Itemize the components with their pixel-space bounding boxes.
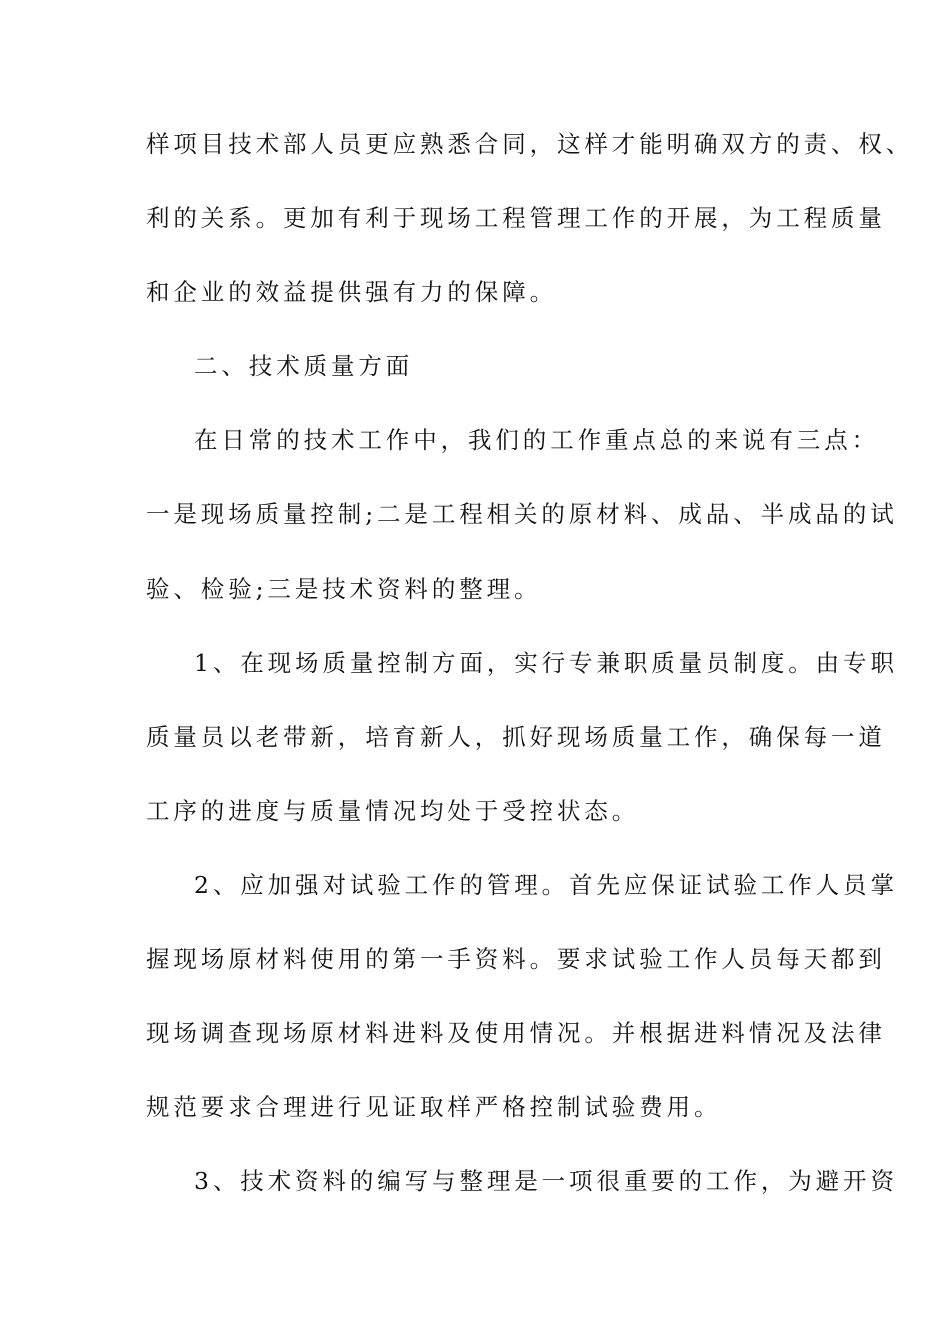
section-heading: 二、技术质量方面 (194, 352, 414, 381)
text-line: 验、检验;三是技术资料的整理。 (146, 574, 542, 603)
text-line: 工序的进度与质量情况均处于受控状态。 (146, 796, 640, 825)
document-body (146, 126, 914, 1237)
text-line: 规范要求合理进行见证取样严格控制试验费用。 (146, 1093, 722, 1122)
text-line: 和企业的效益提供强有力的保障。 (146, 278, 557, 307)
text-line: 现场调查现场原材料进料及使用情况。并根据进料情况及法律 (146, 1019, 886, 1048)
text-line: 一是现场质量控制;二是工程相关的原材料、成品、半成品的试 (146, 500, 898, 529)
text-line: 在日常的技术工作中，我们的工作重点总的来说有三点： (194, 426, 879, 455)
text-line: 利的关系。更加有利于现场工程管理工作的开展，为工程质量 (146, 204, 886, 233)
text-line: 质量员以老带新，培育新人，抓好现场质量工作，确保每一道 (146, 722, 886, 751)
list-item-3: 3、技术资料的编写与整理是一项很重要的工作，为避开资 (194, 1167, 898, 1196)
list-item-1: 1、在现场质量控制方面，实行专兼职质量员制度。由专职 (194, 648, 898, 677)
text-line: 样项目技术部人员更应熟悉合同，这样才能明确双方的责、权、 (146, 130, 914, 158)
list-item-2: 2、应加强对试验工作的管理。首先应保证试验工作人员掌 (194, 870, 898, 899)
text-line: 握现场原材料使用的第一手资料。要求试验工作人员每天都到 (146, 945, 886, 974)
